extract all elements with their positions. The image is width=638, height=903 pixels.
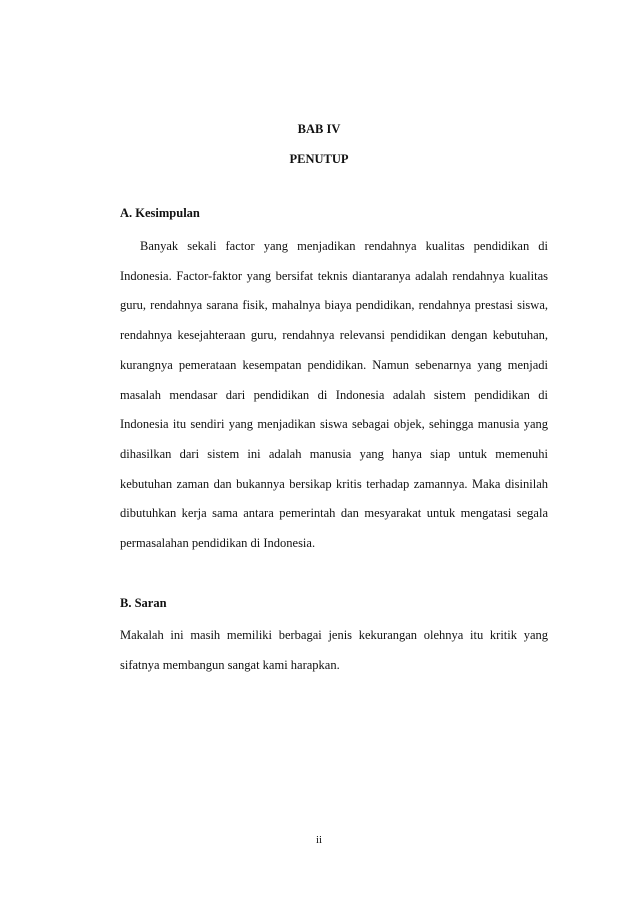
chapter-number: BAB IV [297,122,341,136]
section-body-kesimpulan: Banyak sekali factor yang menjadikan rendahnya kualitas pendidikan di Indonesia. Factor-faktor yang bersifat teknis diantaranya adalah rendahnya kualitas guru, rendahnya sarana fisik, mahalnya biaya pendidikan, rendahnya prestasi siswa, rendahnya kesejahteraan guru, rendahnya relevansi pendidikan dengan kebutuhan, kurangnya pemerataan kesempatan pendidikan. Namun sebenarnya yang menjadi masalah mendasar dari pendidikan di Indonesia adalah sistem pendidikan di Indonesia itu sendiri yang menjadikan siswa sebagai objek, sehingga manusia yang dihasilkan dari sistem ini adalah manusia yang hanya siap untuk memenuhi kebutuhan zaman dan bukannya bersikap kritis terhadap zamannya. Maka disinilah dibutuhkan kerja sama antara pemerintah dan mesyarakat untuk mengatasi segala permasalahan pendidikan di Indonesia. [120,239,548,551]
chapter-title: PENUTUP [289,152,349,166]
page-number: ii [315,834,323,846]
section-body-saran: Makalah ini masih memiliki berbagai jenis kekurangan olehnya itu kritik yang sifatnya membangun sangat kami harapkan. [120,628,548,672]
section-heading-kesimpulan: A. Kesimpulan [120,206,200,220]
section-heading-saran: B. Saran [120,596,167,610]
